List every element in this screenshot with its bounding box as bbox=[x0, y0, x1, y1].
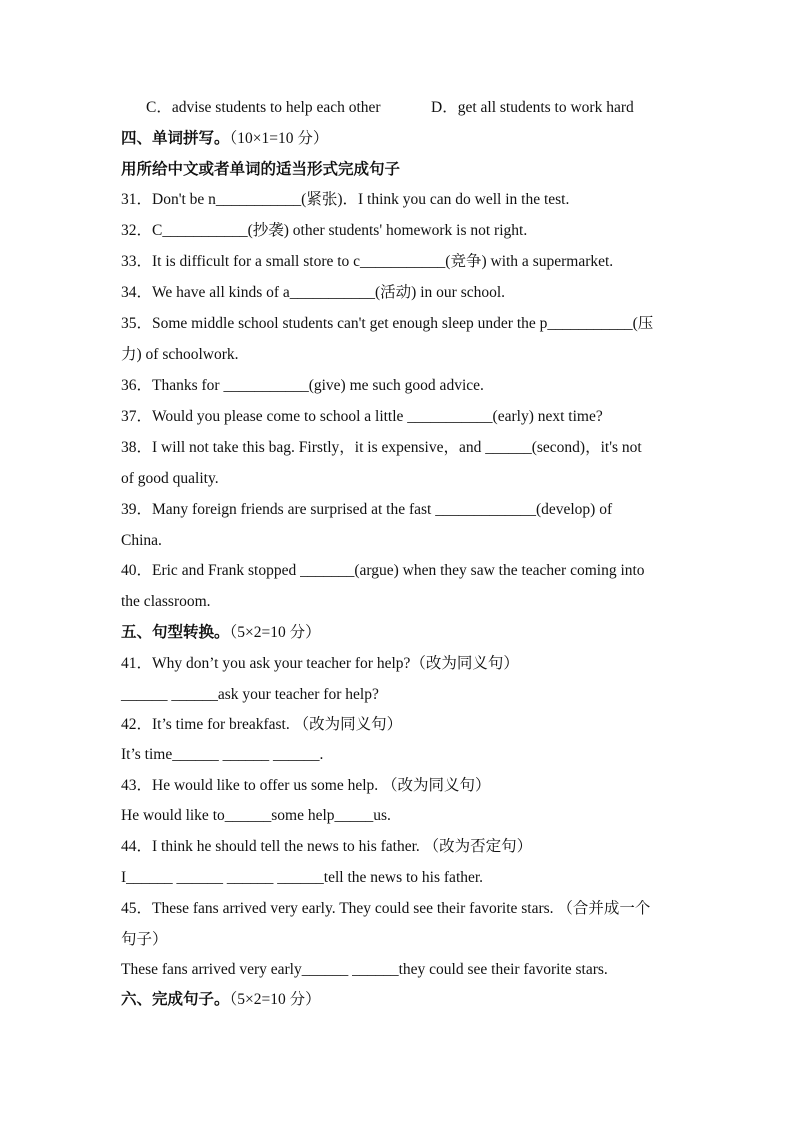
section-5-score: （5×2=10 分） bbox=[229, 624, 321, 641]
question-42-answer: It’s time______ ______ ______. bbox=[121, 746, 324, 763]
section-6-title: 六、完成句子。 bbox=[121, 991, 230, 1008]
section-6-heading bbox=[121, 990, 321, 1010]
question-35: 35．Some middle school students can't get enough sleep under the p___________(压 bbox=[121, 315, 654, 332]
question-45-cont: 句子） bbox=[121, 931, 168, 948]
question-33: 33．It is difficult for a small store to c___________(竞争) with a supermarket. bbox=[121, 253, 614, 270]
question-32: 32．C___________(抄袭) other students' homework is not right. bbox=[121, 222, 528, 239]
section-4-score: （10×1=10 分） bbox=[229, 130, 329, 147]
question-36: 36．Thanks for ___________(give) me such good advice. bbox=[121, 377, 484, 394]
section-5-title: 五、句型转换。 bbox=[121, 624, 230, 641]
question-42: 42．It’s time for breakfast. （改为同义句） bbox=[121, 716, 403, 733]
question-39: 39．Many foreign friends are surprised at the fast _____________(develop) of bbox=[121, 501, 613, 518]
section-6-score: （5×2=10 分） bbox=[229, 991, 321, 1008]
option-c: C．advise students to help each other bbox=[146, 99, 381, 116]
question-40: 40．Eric and Frank stopped _______(argue) when they saw the teacher coming into bbox=[121, 562, 645, 579]
question-39-cont: China. bbox=[121, 532, 162, 549]
question-41: 41．Why don’t you ask your teacher for help?（改为同义句） bbox=[121, 655, 519, 672]
question-40-cont: the classroom. bbox=[121, 593, 211, 610]
question-43-answer: He would like to______some help_____us. bbox=[121, 807, 391, 824]
question-38-cont: of good quality. bbox=[121, 470, 219, 487]
option-d: D．get all students to work hard bbox=[431, 99, 634, 116]
question-41-answer: ______ ______ask your teacher for help? bbox=[121, 686, 379, 703]
section-4-instruction: 用所给中文或者单词的适当形式完成句子 bbox=[121, 161, 401, 178]
question-38: 38．I will not take this bag. Firstly，it is expensive，and ______(second)，it's not bbox=[121, 439, 642, 456]
question-31: 31．Don't be n___________(紧张)．I think you can do well in the test. bbox=[121, 191, 570, 208]
question-37: 37．Would you please come to school a little ___________(early) next time? bbox=[121, 408, 603, 425]
question-45: 45．These fans arrived very early. They could see their favorite stars. （合并成一个 bbox=[121, 900, 651, 917]
section-5-heading bbox=[121, 623, 321, 643]
question-34: 34．We have all kinds of a___________(活动) in our school. bbox=[121, 284, 506, 301]
question-44-answer: I______ ______ ______ ______tell the news to his father. bbox=[121, 869, 484, 886]
question-35-cont: 力) of schoolwork. bbox=[121, 346, 239, 363]
question-43: 43．He would like to offer us some help. （改为同义句） bbox=[121, 777, 491, 794]
section-4-title: 四、单词拼写。 bbox=[121, 130, 230, 147]
section-4-heading bbox=[121, 129, 328, 149]
question-44: 44．I think he should tell the news to his father. （改为否定句） bbox=[121, 838, 533, 855]
question-45-answer: These fans arrived very early______ ______they could see their favorite stars. bbox=[121, 961, 608, 978]
